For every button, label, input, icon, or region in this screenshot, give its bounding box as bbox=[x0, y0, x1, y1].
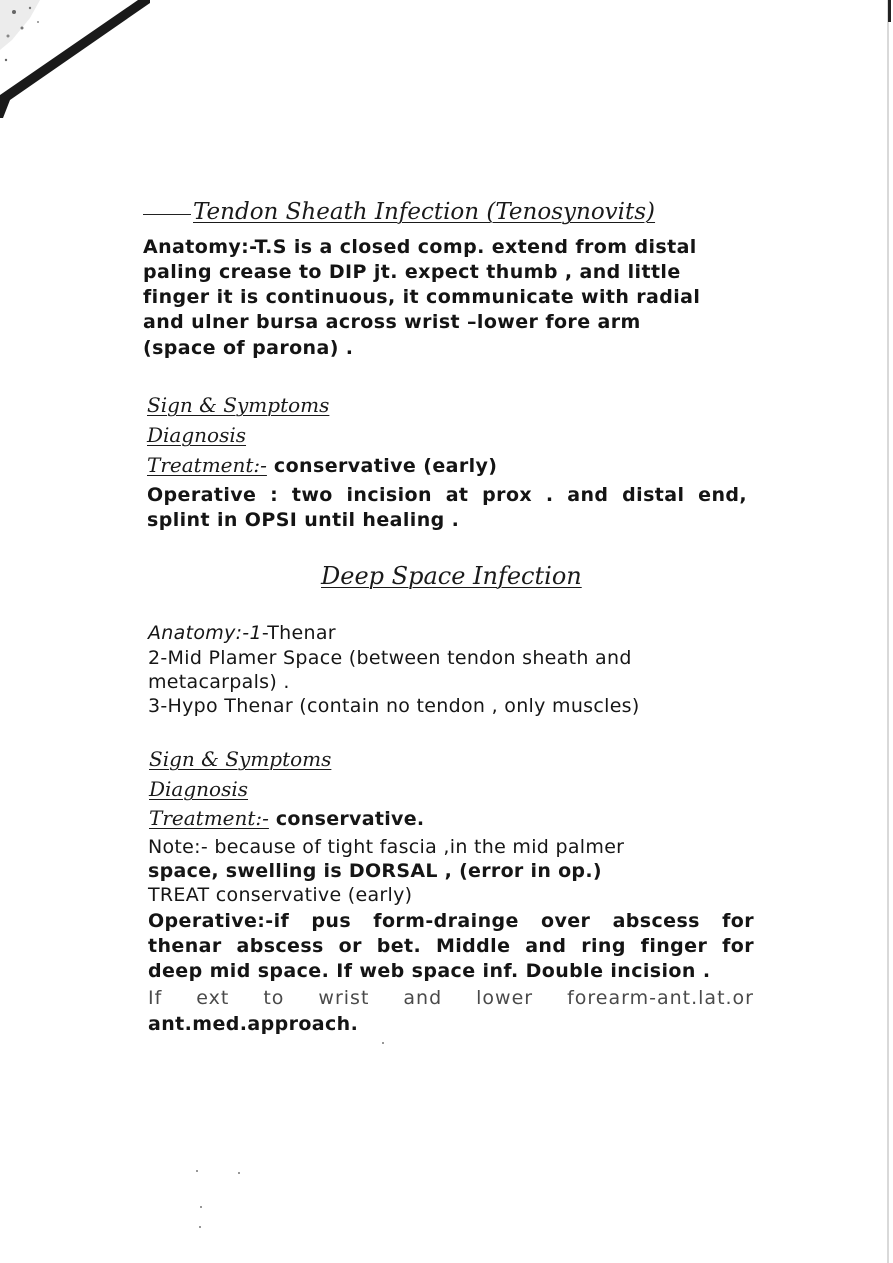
scan-speck bbox=[238, 1172, 240, 1174]
anatomy-line-2: paling crease to DIP jt. expect thumb , and little bbox=[143, 261, 681, 283]
note-line-3: TREAT conservative (early) bbox=[148, 884, 413, 906]
deep-anatomy-first: -Thenar bbox=[261, 622, 336, 644]
scan-speck bbox=[199, 1226, 201, 1228]
deep-operative-line-4: If ext to wrist and lower forearm-ant.lat.or bbox=[148, 987, 754, 1009]
deep-operative-line-3: deep mid space. If web space inf. Double incision . bbox=[148, 960, 711, 982]
sign-symptoms-heading: Sign & Symptoms bbox=[147, 393, 330, 417]
operative-line-1: Operative : two incision at prox . and distal end, bbox=[147, 484, 747, 506]
deep-diagnosis-heading: Diagnosis bbox=[149, 777, 249, 801]
treatment-line bbox=[147, 453, 497, 477]
section-title-tendon-sheath: Tendon Sheath Infection (Tenosynovits) bbox=[143, 199, 655, 225]
deep-treatment-line bbox=[149, 806, 424, 830]
diagnosis-heading: Diagnosis bbox=[147, 423, 247, 447]
deep-treatment-label: Treatment:- bbox=[149, 806, 269, 830]
deep-anatomy-line-4: 3-Hypo Thenar (contain no tendon , only muscles) bbox=[148, 695, 640, 717]
scan-speck bbox=[196, 1170, 198, 1172]
deep-operative-line-2: thenar abscess or bet. Middle and ring finger for bbox=[148, 935, 754, 957]
deep-operative-line-1: Operative:-if pus form-drainge over abscess for bbox=[148, 910, 754, 932]
anatomy-line-1: Anatomy:-T.S is a closed comp. extend from distal bbox=[143, 236, 697, 258]
note-line-2: space, swelling is DORSAL , (error in op.) bbox=[148, 860, 602, 882]
scan-speck bbox=[382, 1042, 384, 1044]
deep-operative-line-5: ant.med.approach. bbox=[148, 1013, 359, 1035]
deep-sign-symptoms-heading: Sign & Symptoms bbox=[149, 747, 332, 771]
scan-speck bbox=[200, 1206, 202, 1208]
deep-anatomy-label: Anatomy:-1 bbox=[148, 622, 262, 644]
treatment-text: conservative (early) bbox=[266, 455, 498, 477]
deep-treatment-text: conservative. bbox=[268, 808, 425, 830]
anatomy-line-4: and ulner bursa across wrist –lower fore arm bbox=[143, 311, 641, 333]
section-title-deep-space: Deep Space Infection bbox=[321, 562, 582, 590]
scan-corner-artifact bbox=[0, 0, 150, 120]
treatment-label: Treatment:- bbox=[147, 453, 267, 477]
title-lead-rule bbox=[143, 214, 191, 215]
anatomy-line-5: (space of parona) . bbox=[143, 337, 354, 359]
operative-line-2: splint in OPSI until healing . bbox=[147, 509, 460, 531]
deep-anatomy-line-3: metacarpals) . bbox=[148, 671, 290, 693]
deep-anatomy-line-1 bbox=[148, 622, 336, 644]
scan-edge-tick bbox=[888, 0, 891, 22]
anatomy-line-3: finger it is continuous, it communicate with radial bbox=[143, 286, 701, 308]
scan-edge-line bbox=[887, 0, 889, 1263]
note-line-1: Note:- because of tight fascia ,in the mid palmer bbox=[148, 836, 625, 858]
deep-anatomy-line-2: 2-Mid Plamer Space (between tendon sheath and bbox=[148, 647, 632, 669]
